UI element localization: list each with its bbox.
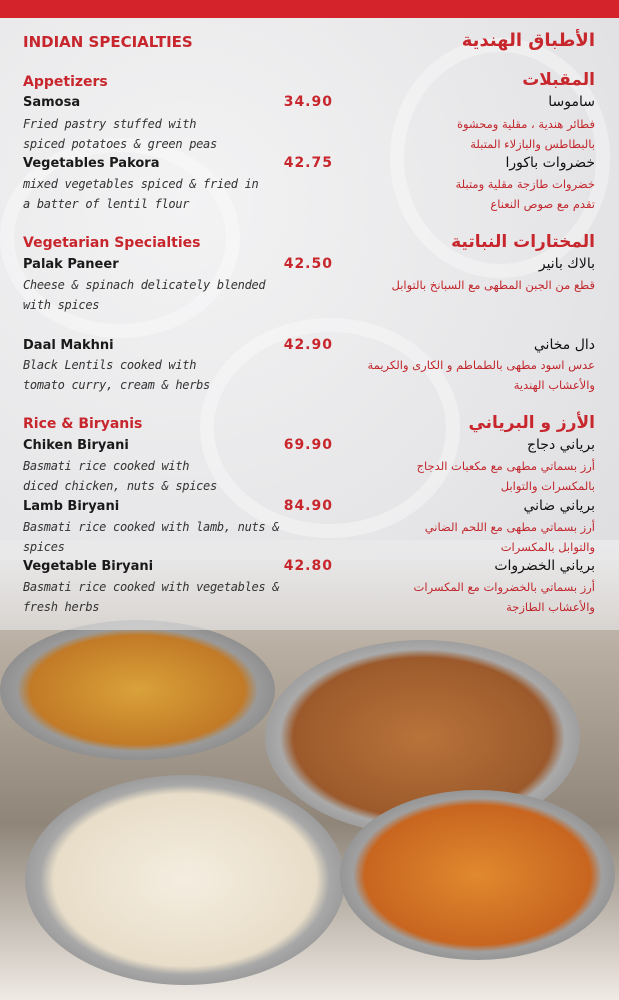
item-name: Daal Makhni bbox=[23, 338, 114, 353]
item-description: Black Lentils cooked with bbox=[23, 358, 197, 372]
category-heading: Rice & Biryanis bbox=[23, 416, 143, 432]
item-description-ar: فطائر هندية ، مقلية ومحشوة bbox=[456, 117, 595, 131]
category-heading: Vegetarian Specialties bbox=[23, 235, 201, 251]
pakora-bowl bbox=[0, 620, 275, 760]
item-name: Lamb Biryani bbox=[23, 499, 120, 514]
item-name-ar: برياني الخضروات bbox=[494, 558, 595, 574]
item-description-ar: قطع من الجبن المطهى مع السبانخ بالتوابل bbox=[391, 278, 595, 292]
item-description-ar: تقدم مع صوص النعناع bbox=[490, 197, 595, 211]
item-price: 34.90 bbox=[283, 94, 333, 110]
item-description-ar: بالمكسرات والتوابل bbox=[500, 479, 595, 493]
item-description-ar: بالبطاطس والبازلاء المتبلة bbox=[470, 137, 595, 151]
top-bar bbox=[0, 0, 619, 18]
item-description-ar: أرز بسماتي مطهى مع اللحم الضاني bbox=[424, 520, 595, 534]
item-name: Samosa bbox=[23, 95, 81, 110]
item-description: Basmati rice cooked with vegetables & bbox=[23, 580, 280, 594]
item-description: spices bbox=[23, 540, 65, 554]
item-name-ar: دال مخاني bbox=[533, 337, 595, 353]
item-description-ar: والأعشاب الهندية bbox=[513, 378, 595, 392]
item-name: Vegetables Pakora bbox=[23, 156, 160, 171]
item-description: Basmati rice cooked with bbox=[23, 459, 190, 473]
item-description: Fried pastry stuffed with bbox=[23, 117, 197, 131]
item-description-ar: والتوابل بالمكسرات bbox=[500, 540, 595, 554]
item-price: 42.90 bbox=[283, 337, 333, 353]
item-description: Basmati rice cooked with lamb, nuts & bbox=[23, 520, 280, 534]
page-title-en: INDIAN SPECIALTIES bbox=[23, 33, 193, 51]
item-description: Cheese & spinach delicately blended bbox=[23, 278, 266, 292]
item-description: with spices bbox=[23, 298, 100, 312]
item-description: diced chicken, nuts & spices bbox=[23, 479, 217, 493]
item-description-ar: أرز بسماتي بالخضروات مع المكسرات bbox=[413, 580, 595, 594]
item-description-ar: خضروات طازجة مقلية ومتبلة bbox=[455, 177, 595, 191]
item-name-ar: برياني ضاني bbox=[523, 498, 595, 514]
item-name-ar: ساموسا bbox=[548, 94, 595, 110]
item-description: a batter of lentil flour bbox=[23, 197, 190, 211]
item-name: Chiken Biryani bbox=[23, 438, 129, 453]
item-name-ar: برياني دجاج bbox=[527, 437, 595, 453]
item-description: tomato curry, cream & herbs bbox=[23, 378, 210, 392]
item-description: spiced potatoes & green peas bbox=[23, 137, 217, 151]
item-description: fresh herbs bbox=[23, 600, 100, 614]
item-description-ar: عدس اسود مطهى بالطماطم و الكارى والكريمة bbox=[367, 358, 595, 372]
item-price: 84.90 bbox=[283, 498, 333, 514]
item-price: 69.90 bbox=[283, 437, 333, 453]
category-heading-ar: المقبلات bbox=[522, 70, 595, 90]
category-heading-ar: المختارات النباتية bbox=[451, 232, 595, 252]
item-name: Palak Paneer bbox=[23, 257, 119, 272]
item-price: 42.75 bbox=[283, 155, 333, 171]
item-name: Vegetable Biryani bbox=[23, 559, 154, 574]
page-title-ar: الأطباق الهندية bbox=[461, 30, 595, 51]
biryani-bowl bbox=[25, 775, 345, 985]
item-description: mixed vegetables spiced & fried in bbox=[23, 177, 259, 191]
item-price: 42.80 bbox=[283, 558, 333, 574]
item-name-ar: بالاك بانير bbox=[538, 256, 595, 272]
item-description-ar: أرز بسماتي مطهى مع مكعبات الدجاج bbox=[416, 459, 595, 473]
curry-bowl bbox=[340, 790, 615, 960]
item-price: 42.50 bbox=[283, 256, 333, 272]
item-name-ar: خضروات باكورا bbox=[505, 155, 595, 171]
item-description-ar: والأعشاب الطازجة bbox=[506, 600, 595, 614]
category-heading: Appetizers bbox=[23, 74, 108, 90]
category-heading-ar: الأرز و البرياني bbox=[468, 413, 595, 433]
